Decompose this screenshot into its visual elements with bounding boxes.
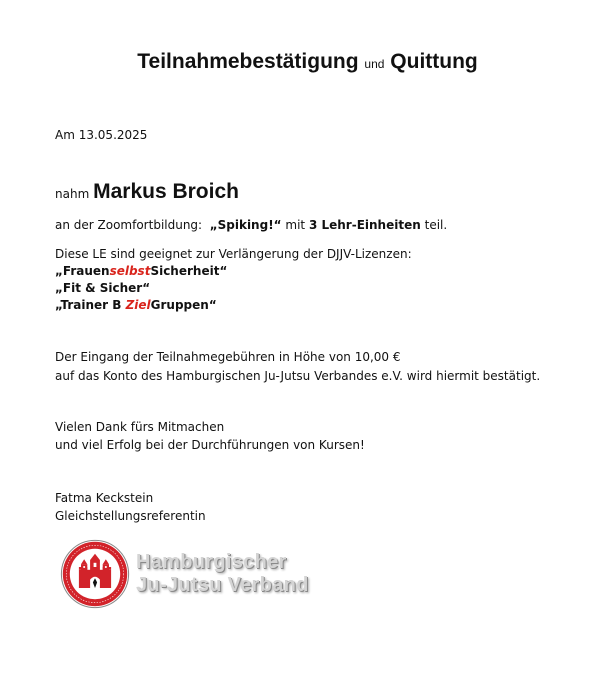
date-line: Am 13.05.2025 bbox=[55, 128, 148, 142]
license-1-highlight: selbst bbox=[109, 264, 151, 278]
course-line bbox=[55, 218, 447, 232]
license-item-1 bbox=[55, 264, 227, 278]
license-3-highlight: Ziel bbox=[125, 298, 151, 312]
page-title bbox=[0, 50, 615, 74]
title-connector: und bbox=[364, 57, 385, 71]
org-name-line-2: Ju-Jutsu Verband bbox=[136, 574, 309, 596]
course-prefix: an der Zoomfortbildung: bbox=[55, 218, 203, 232]
payment-line-2: auf das Konto des Hamburgischen Ju-Jutsu Verbandes e.V. wird hiermit bestätigt. bbox=[55, 369, 541, 383]
license-3-c: Gruppen“ bbox=[150, 298, 217, 312]
license-3-a: „Trainer B bbox=[55, 298, 126, 312]
title-main: Teilnahmebestätigung bbox=[137, 50, 359, 73]
course-name: „Spiking!“ bbox=[209, 218, 282, 232]
thanks-line-2: und viel Erfolg bei der Durchführungen von Kursen! bbox=[55, 438, 365, 452]
participant-name: Markus Broich bbox=[93, 180, 239, 203]
license-1-a: „Frauen bbox=[55, 264, 110, 278]
license-intro: Diese LE sind geeignet zur Verlängerung der DJJV-Lizenzen: bbox=[55, 247, 412, 261]
title-second: Quittung bbox=[390, 50, 478, 73]
course-suffix: teil. bbox=[424, 218, 448, 232]
participant-prefix: nahm bbox=[55, 187, 90, 201]
thanks-line-1: Vielen Dank fürs Mitmachen bbox=[55, 420, 225, 434]
license-item-3 bbox=[55, 298, 217, 312]
signature-name: Fatma Keckstein bbox=[55, 491, 154, 505]
course-mid: mit bbox=[285, 218, 306, 232]
course-units: 3 Lehr-Einheiten bbox=[308, 218, 421, 232]
participant-line bbox=[55, 180, 239, 204]
association-seal-icon bbox=[60, 539, 130, 609]
signature-role: Gleichstellungsreferentin bbox=[55, 509, 206, 523]
license-1-c: Sicherheit“ bbox=[150, 264, 228, 278]
license-item-2: „Fit & Sicher“ bbox=[55, 281, 151, 295]
payment-line-1: Der Eingang der Teilnahmegebühren in Höhe von 10,00 € bbox=[55, 350, 401, 364]
org-name-line-1: Hamburgischer bbox=[136, 551, 287, 573]
